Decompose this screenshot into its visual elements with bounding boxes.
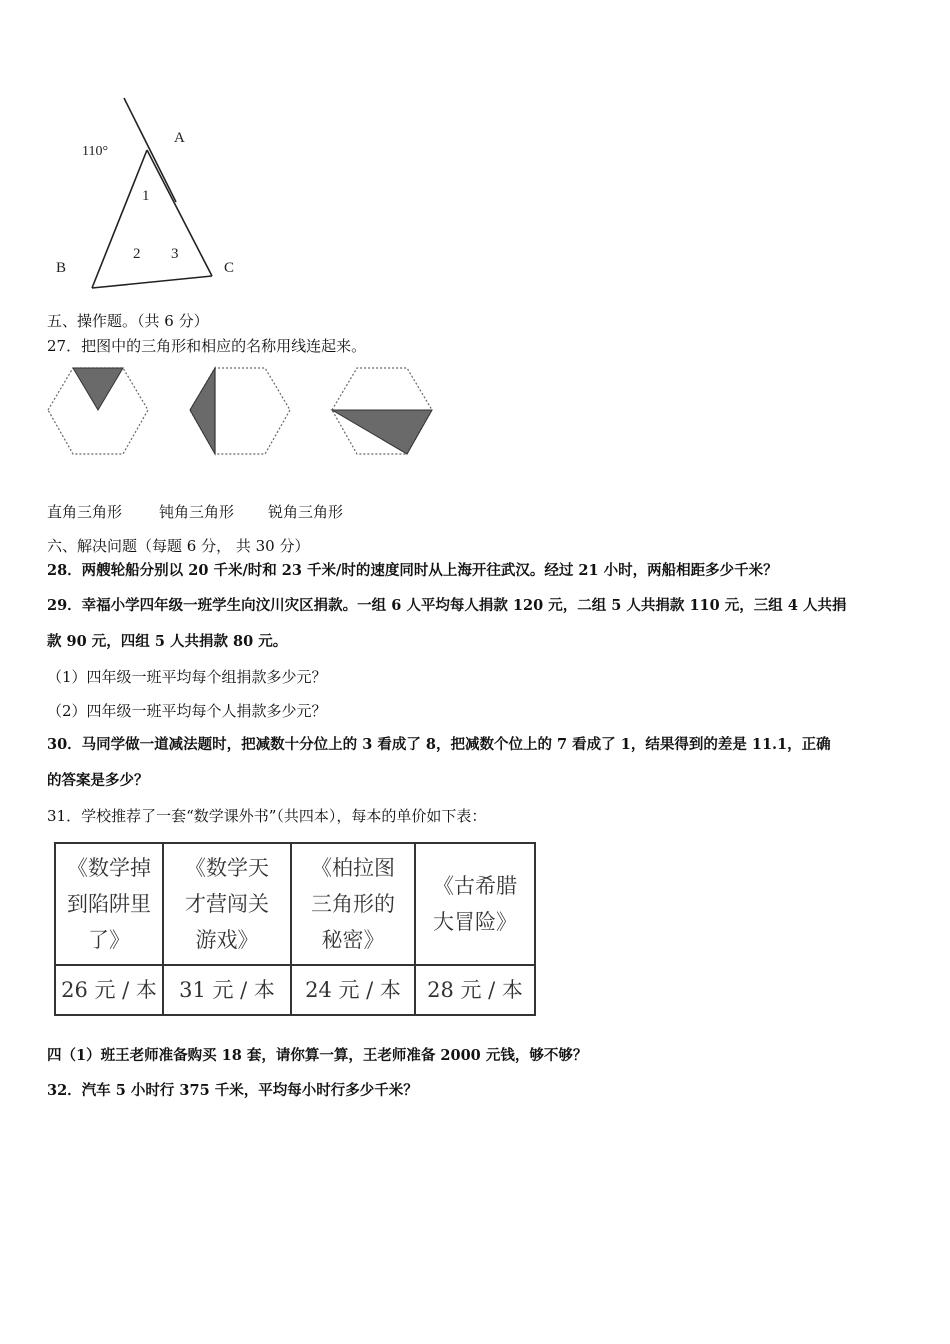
question-29-line1: 29．幸福小学四年级一班学生向汶川灾区捐款。一组 6 人平均每人捐款 120 元，二组 5 人共捐款 110 元，三组 4 人共捐	[47, 597, 847, 614]
angle-110-label: 110°	[82, 144, 109, 159]
question-29-sub2: （2）四年级一班平均每个人捐款多少元？	[47, 702, 327, 720]
hexagon-3	[332, 368, 432, 454]
angle-1-label: 1	[142, 188, 150, 204]
section6-heading: 六、解决问题（每题 6 分， 共 30 分）	[47, 537, 310, 555]
book-1-name: 《数学掉 到陷阱里 了》	[55, 843, 163, 965]
vertex-c-label: C	[224, 260, 235, 276]
question-31-followup: 四（1）班王老师准备购买 18 套，请你算一算，王老师准备 2000 元钱，够不够？	[47, 1047, 588, 1064]
angle-2-label: 2	[133, 246, 141, 262]
angle-3-label: 3	[171, 246, 179, 262]
book-2-name: 《数学天 才营闯关 游戏》	[163, 843, 291, 965]
hexagon-figures	[40, 362, 460, 462]
question-29-line2: 款 90 元，四组 5 人共捐款 80 元。	[47, 633, 288, 650]
question-30-line1: 30．马同学做一道减法题时，把减数十分位上的 3 看成了 8，把减数个位上的 7 看成了 1，结果得到的差是 11.1，正确	[47, 736, 831, 753]
section5-heading: 五、操作题。（共 6 分）	[47, 312, 209, 330]
question-29-sub1: （1）四年级一班平均每个组捐款多少元？	[47, 668, 327, 686]
book-price-table	[54, 842, 536, 1016]
vertex-b-label: B	[56, 260, 67, 276]
question-30-line2: 的答案是多少？	[47, 772, 149, 789]
book-4-name: 《古希腊 大冒险》	[415, 843, 535, 965]
question-28: 28．两艘轮船分别以 20 千米/时和 23 千米/时的速度同时从上海开往武汉。经过 21 小时，两船相距多少千米？	[47, 562, 778, 579]
triangle-figure	[40, 90, 260, 300]
triangle-name-right: 直角三角形	[47, 503, 123, 521]
book-3-price: 24 元 / 本	[291, 965, 415, 1015]
book-1-price: 26 元 / 本	[55, 965, 163, 1015]
book-3-name: 《柏拉图 三角形的 秘密》	[291, 843, 415, 965]
table-row	[55, 965, 535, 1015]
book-2-price: 31 元 / 本	[163, 965, 291, 1015]
triangle-name-acute: 锐角三角形	[268, 503, 344, 521]
hexagon-1	[48, 368, 148, 454]
vertex-a-label: A	[174, 130, 185, 146]
question-27: 27．把图中的三角形和相应的名称用线连起来。	[47, 337, 367, 355]
question-31: 31．学校推荐了一套“数学课外书”（共四本），每本的单价如下表：	[47, 807, 487, 825]
book-4-price: 28 元 / 本	[415, 965, 535, 1015]
table-row	[55, 843, 535, 965]
triangle-name-obtuse: 钝角三角形	[159, 503, 235, 521]
question-32: 32．汽车 5 小时行 375 千米，平均每小时行多少千米？	[47, 1082, 418, 1099]
hexagon-2	[190, 368, 290, 454]
